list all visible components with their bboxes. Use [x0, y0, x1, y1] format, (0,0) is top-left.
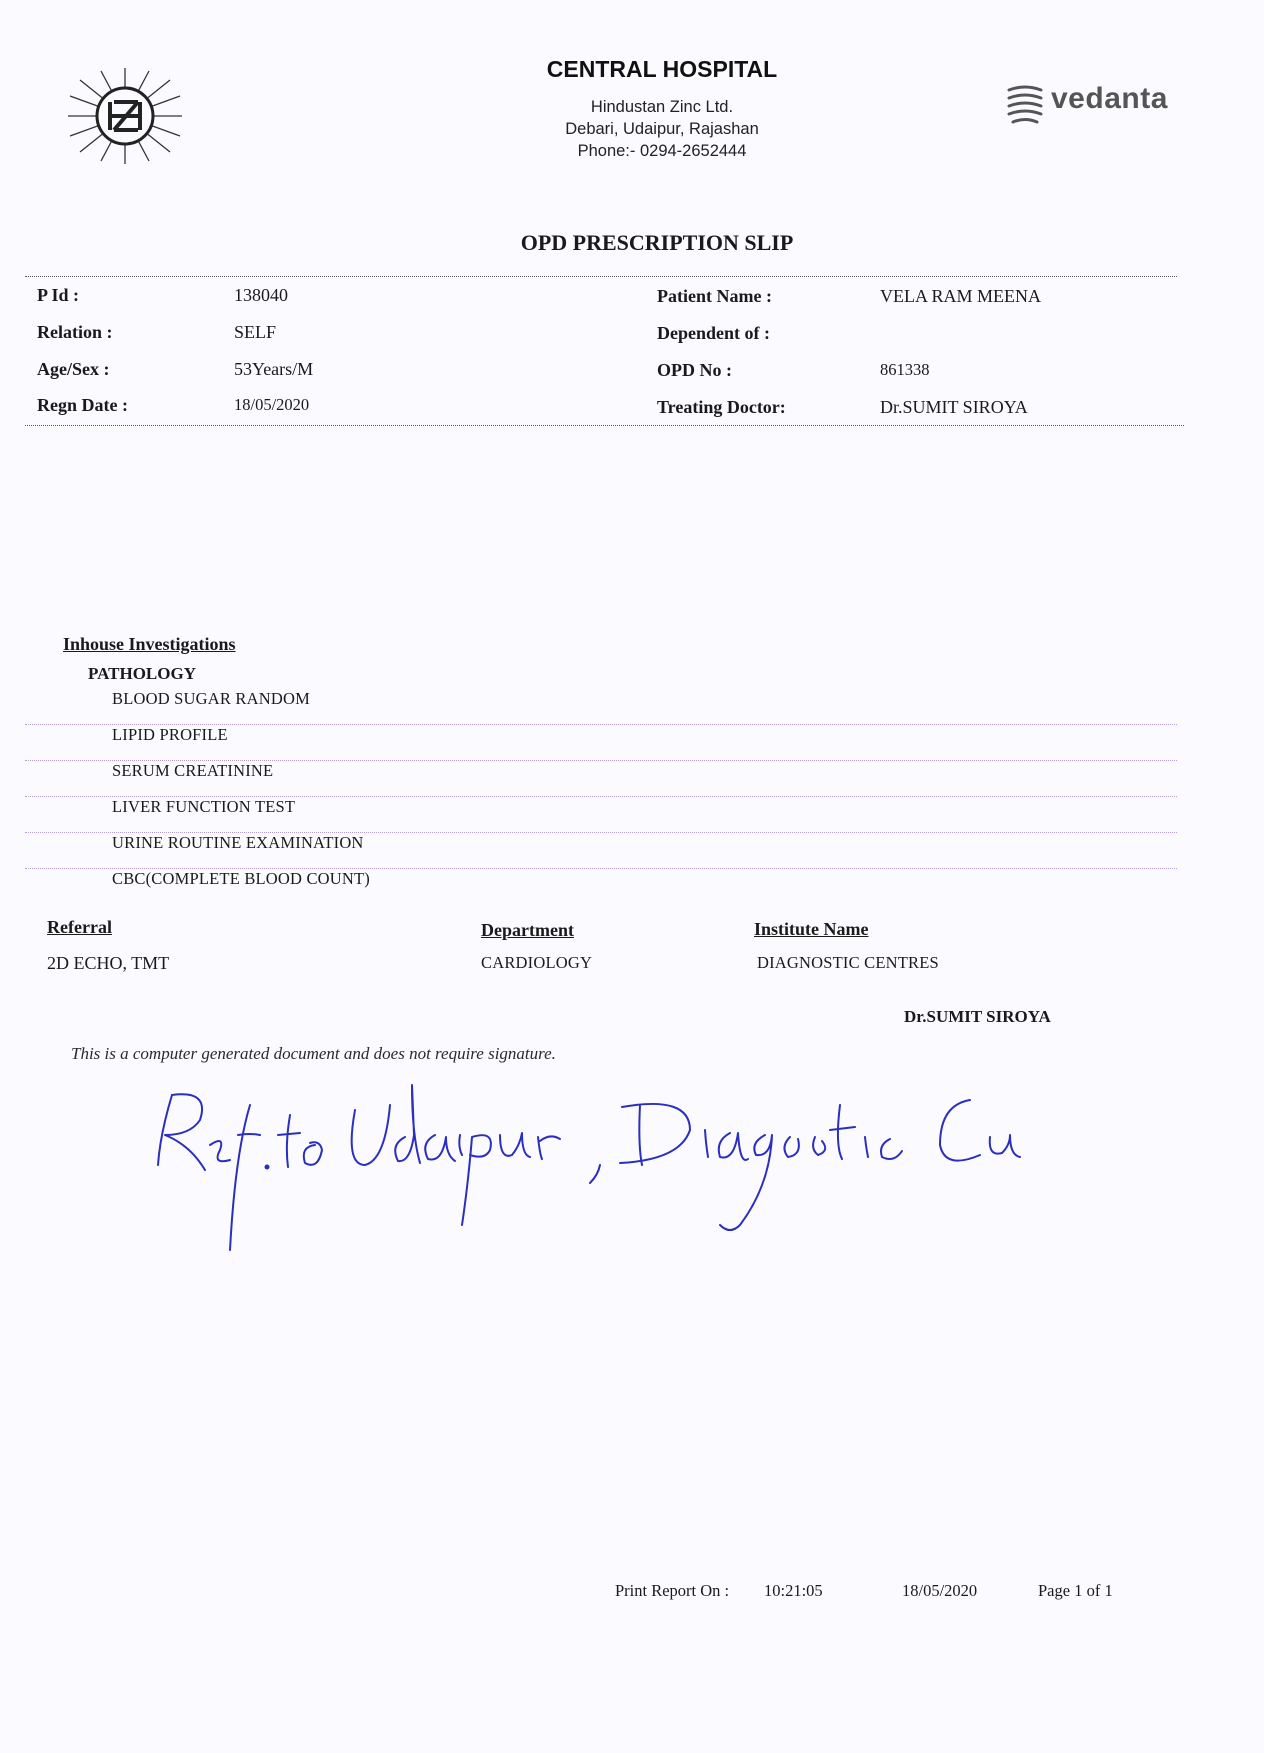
page-title: OPD PRESCRIPTION SLIP [520, 230, 794, 255]
test-item: BLOOD SUGAR RANDOM [112, 689, 310, 708]
test-item: CBC(COMPLETE BLOOD COUNT) [112, 869, 371, 888]
patient-name-label: Patient Name : [657, 286, 772, 306]
department-value: CARDIOLOGY [481, 953, 593, 972]
test-item: URINE ROUTINE EXAMINATION [112, 833, 364, 852]
pathology-heading: PATHOLOGY [88, 664, 196, 683]
referral-heading: Referral [47, 917, 112, 937]
doctor-value: Dr.SUMIT SIROYA [880, 397, 1028, 417]
doctor-signature-name: Dr.SUMIT SIROYA [904, 1007, 1051, 1026]
institute-heading: Institute Name [754, 919, 869, 939]
regn-date-label: Regn Date : [37, 395, 128, 415]
investigations-heading: Inhouse Investigations [63, 634, 236, 654]
opd-no-value: 861338 [880, 360, 930, 379]
referral-value: 2D ECHO, TMT [47, 953, 170, 973]
patient-name-value: VELA RAM MEENA [880, 286, 1041, 306]
company-name: Hindustan Zinc Ltd. [590, 98, 734, 116]
page-number: Page 1 of 1 [1038, 1581, 1113, 1600]
opd-no-label: OPD No : [657, 360, 732, 380]
hospital-name: CENTRAL HOSPITAL [546, 56, 778, 82]
dependent-label: Dependent of : [657, 323, 770, 343]
test-item: LIPID PROFILE [112, 725, 228, 744]
divider [25, 276, 1177, 277]
age-sex-value: 53Years/M [234, 359, 314, 379]
age-sex-label: Age/Sex : [37, 359, 110, 379]
regn-date-value: 18/05/2020 [234, 395, 310, 414]
divider [25, 425, 1184, 426]
print-date: 18/05/2020 [902, 1581, 978, 1600]
computer-generated-note: This is a computer generated document and does not require signature. [71, 1044, 556, 1063]
pid-label: P Id : [37, 285, 80, 305]
pid-value: 138040 [234, 285, 288, 305]
relation-value: SELF [234, 322, 277, 342]
institute-value: DIAGNOSTIC CENTRES [757, 953, 939, 972]
vedanta-logo [1005, 80, 1170, 135]
handwritten-note [150, 1075, 1110, 1255]
doctor-label: Treating Doctor: [657, 397, 786, 417]
vedanta-wordmark: vedanta [1051, 82, 1168, 115]
print-report-label: Print Report On : [615, 1581, 730, 1600]
test-item: LIVER FUNCTION TEST [112, 797, 296, 816]
hospital-address: Debari, Udaipur, Rajashan [565, 120, 759, 138]
hospital-phone: Phone:- 0294-2652444 [577, 142, 747, 160]
relation-label: Relation : [37, 322, 113, 342]
department-heading: Department [481, 920, 574, 940]
print-time: 10:21:05 [764, 1581, 823, 1600]
vedanta-wave-icon [1005, 82, 1045, 130]
test-item: SERUM CREATININE [112, 761, 274, 780]
